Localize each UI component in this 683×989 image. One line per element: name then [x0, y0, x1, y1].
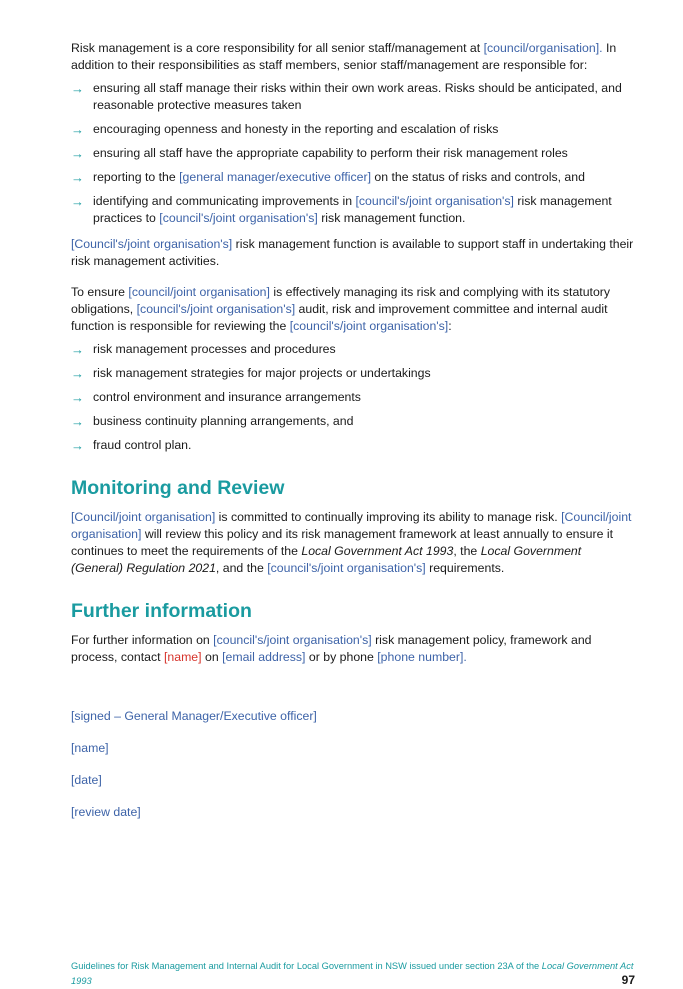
arrow-icon: →	[71, 390, 84, 405]
heading-monitoring-review: Monitoring and Review	[71, 477, 285, 499]
footer-text: Guidelines for Risk Management and Internal Audit for Local Government in NSW issued under section 23A of the	[71, 961, 542, 971]
paragraph-text: , and the	[215, 561, 268, 575]
placeholder-councils: [council's/joint organisation's]	[159, 211, 318, 225]
paragraph-text: risk management function is available to support staff in undertaking their risk management activities.	[71, 237, 634, 268]
signature-date: [date]	[71, 773, 102, 787]
list-item-text: on the status of risks and controls, and	[371, 170, 585, 184]
arrow-icon: →	[71, 194, 84, 209]
paragraph-text: is effectively managing its risk and complying with its statutory obligations,	[71, 285, 611, 316]
paragraph-text: is committed to continually improving its ability to manage risk.	[215, 510, 562, 524]
list-item-text: business continuity planning arrangements, and	[93, 414, 354, 428]
arrow-icon: →	[71, 438, 84, 453]
signature-review-date: [review date]	[71, 805, 141, 819]
arrow-icon: →	[71, 81, 84, 96]
act-title: Local Government Act 1993	[301, 544, 454, 558]
signature-name: [name]	[71, 741, 109, 755]
list-item	[71, 413, 636, 430]
document-page	[71, 40, 636, 821]
monitoring-paragraph	[71, 509, 636, 577]
arrow-icon: →	[71, 342, 84, 357]
paragraph-text: , the	[453, 544, 481, 558]
list-item	[71, 365, 636, 382]
list-item	[71, 437, 636, 454]
arrow-icon: →	[71, 366, 84, 381]
signature-block	[71, 708, 636, 821]
intro-text-cont: In addition to their responsibilities as staff members, senior staff/management are responsible for:	[71, 41, 617, 72]
list-item-text: control environment and insurance arrangements	[93, 390, 361, 404]
placeholder-councils: [council's/joint organisation's]	[136, 302, 296, 316]
placeholder-council-joint: [Council/joint organisation]	[71, 510, 632, 541]
list-item-text: reporting to the	[93, 170, 180, 184]
review-paragraph	[71, 284, 636, 335]
paragraph-text: audit, risk and improvement committee and internal audit function is responsible for reviewing the	[71, 302, 608, 333]
list-item-text: risk management strategies for major projects or undertakings	[93, 366, 431, 380]
responsibilities-list	[71, 80, 636, 227]
paragraph-text: requirements.	[425, 561, 505, 575]
paragraph-text: risk management policy, framework and process, contact	[71, 633, 592, 664]
heading-further-information: Further information	[71, 600, 252, 622]
list-item-text: risk management practices to	[93, 194, 612, 225]
placeholder-councils: [Council's/joint organisation's]	[71, 237, 233, 251]
list-item	[71, 145, 636, 162]
arrow-icon: →	[71, 170, 84, 185]
placeholder-email: [email address]	[222, 650, 306, 664]
page-number: 97	[621, 973, 635, 987]
placeholder-phone: [phone number].	[377, 650, 467, 664]
list-item	[71, 169, 636, 186]
further-paragraph	[71, 632, 636, 666]
paragraph-text: will review this policy and its risk management framework at least annually to ensure it continues to meet the requirements of the	[71, 527, 614, 558]
paragraph-text: For further information on	[71, 633, 214, 647]
arrow-icon: →	[71, 122, 84, 137]
placeholder-council-organisation: [council/organisation].	[483, 41, 603, 55]
placeholder-councils: [council's/joint organisation's]	[289, 319, 449, 333]
placeholder-council-joint: [Council/joint organisation]	[71, 510, 216, 524]
paragraph-text: on	[201, 650, 223, 664]
list-item-text: ensuring all staff have the appropriate capability to perform their risk management roles	[93, 146, 568, 160]
list-item	[71, 193, 636, 227]
page-footer	[71, 959, 636, 989]
review-items-list	[71, 341, 636, 454]
list-item-text: ensuring all staff manage their risks within their own work areas. Risks should be anticipated, and reasonable protective measures taken	[93, 81, 622, 112]
list-item	[71, 389, 636, 406]
signed-line: [signed – General Manager/Executive officer]	[71, 709, 317, 723]
support-paragraph	[71, 236, 636, 270]
placeholder-general-manager: [general manager/executive officer]	[179, 170, 371, 184]
placeholder-council-joint: [council/joint organisation]	[128, 285, 270, 299]
footer-act-title: Local Government Act 1993	[71, 961, 634, 986]
intro-paragraph	[71, 40, 636, 74]
placeholder-councils: [council's/joint organisation's]	[267, 561, 426, 575]
list-item	[71, 121, 636, 138]
list-item-text: risk management processes and procedures	[93, 342, 336, 356]
paragraph-text: or by phone	[305, 650, 378, 664]
list-item	[71, 80, 636, 114]
list-item-text: identifying and communicating improvements in	[93, 194, 356, 208]
regulation-title: Local Government (General) Regulation 2021	[71, 544, 582, 575]
list-item-text: risk management function.	[317, 211, 466, 225]
list-item-text: fraud control plan.	[93, 438, 192, 452]
placeholder-name: [name]	[163, 650, 202, 664]
arrow-icon: →	[71, 414, 84, 429]
intro-text: Risk management is a core responsibility for all senior staff/management at	[71, 41, 484, 55]
paragraph-text: To ensure	[71, 285, 129, 299]
placeholder-councils: [council's/joint organisation's]	[213, 633, 372, 647]
arrow-icon: →	[71, 146, 84, 161]
paragraph-text: :	[448, 319, 452, 333]
list-item	[71, 341, 636, 358]
list-item-text: encouraging openness and honesty in the reporting and escalation of risks	[93, 122, 499, 136]
placeholder-councils: [council's/joint organisation's]	[355, 194, 514, 208]
